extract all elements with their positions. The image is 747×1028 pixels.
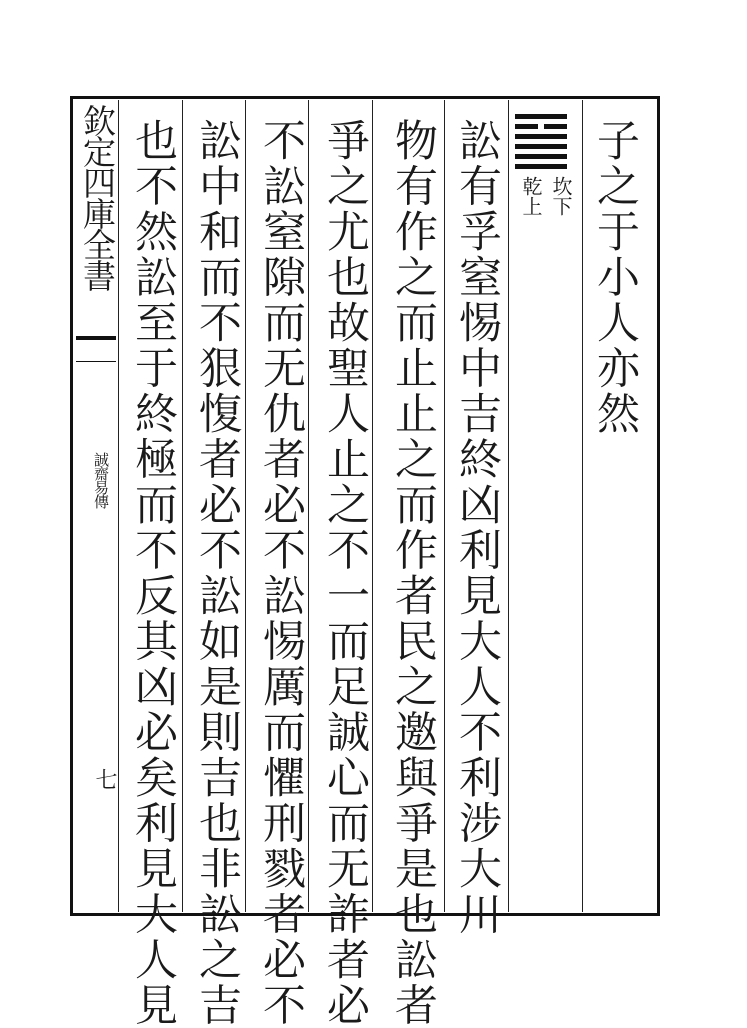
hexagram-song-icon [515,114,567,174]
text-column-1: 子之于小人亦然 [590,118,640,437]
text-column-2: 訟有孚窒惕中吉終凶利見大人不利涉大川 [452,118,502,937]
column-rule [245,100,246,912]
margin-folio: 七 [92,768,117,790]
column-rule [444,100,445,912]
solid-yao-line [515,114,567,119]
solid-yao-line [515,134,567,139]
text-column-7: 也不然訟至于終極而不反其凶必矣利見大人見 [128,118,178,1028]
column-rule [372,100,373,912]
broken-yao-line [515,124,567,129]
solid-yao-line [515,164,567,169]
column-rule [308,100,309,912]
text-column-3: 物有作之而止止之而作者民之邀與爭是也訟者 [388,118,438,1028]
column-rule [118,100,119,912]
column-rule [508,100,509,912]
hexagram-lower-trigram-label: 坎下 [549,176,573,216]
column-rule [582,100,583,912]
hexagram-upper-trigram-label: 乾上 [519,176,543,216]
text-column-6: 訟中和而不狠愎者必不訟如是則吉也非訟之吉 [192,118,242,1028]
margin-title: 欽定四庫全書 [78,104,117,290]
solid-yao-line [515,154,567,159]
text-column-5: 不訟窒隙而无仇者必不訟惕厲而懼刑戮者必不 [256,118,306,1028]
text-column-4: 爭之尤也故聖人止之不一而足誠心而无詐者必 [320,118,370,1028]
solid-yao-line [515,144,567,149]
margin-book-title: 誠齋易傳 [92,452,110,508]
column-rule [182,100,183,912]
fishtail-mark [76,336,116,362]
